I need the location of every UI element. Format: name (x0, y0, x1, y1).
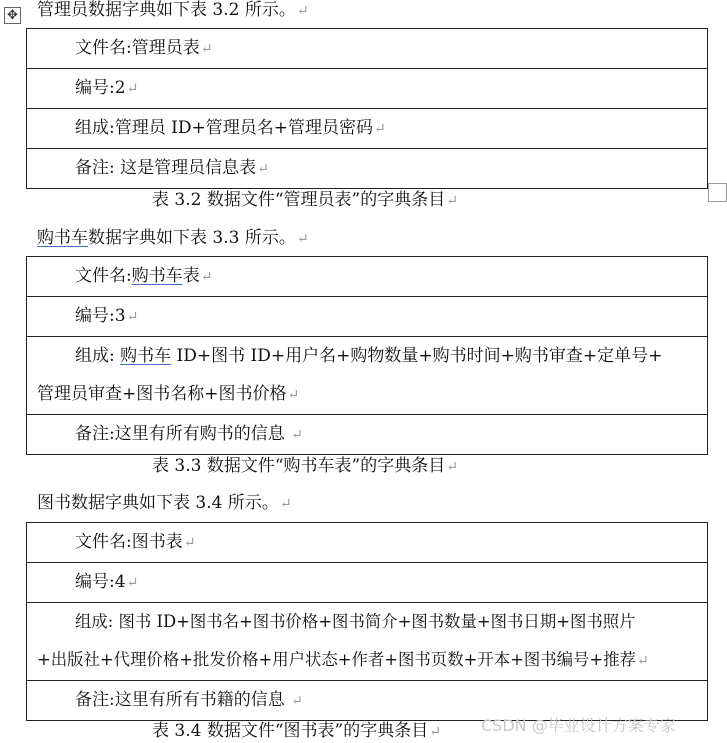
row-value: 表 (182, 266, 200, 286)
table-row (27, 603, 708, 681)
row-label: 编号: (75, 78, 115, 98)
paragraph-mark-icon: ↵ (291, 427, 303, 443)
paragraph-mark-icon: ↵ (287, 387, 300, 403)
row-label: 组成: (75, 612, 119, 631)
table-row (27, 523, 708, 563)
table-row (27, 415, 708, 455)
table-move-handle-icon[interactable]: ✥ (4, 7, 21, 24)
table-cell (27, 337, 708, 415)
caption-text: 表 3.3 数据文件“购书车表”的字典条目 (152, 456, 446, 476)
table-row (27, 337, 708, 415)
paragraph-mark-icon: ↵ (279, 496, 292, 512)
row-label: 文件名: (75, 38, 132, 58)
table-row (27, 563, 708, 603)
row-label: 编号: (75, 572, 115, 592)
table-resize-handle[interactable] (708, 183, 727, 202)
paragraph-mark-icon: ↵ (429, 724, 441, 740)
table-cell (27, 415, 708, 455)
table-row (27, 29, 708, 69)
row-label: 编号: (75, 306, 115, 326)
row-label: 组成: (75, 346, 121, 366)
table-cell (27, 109, 708, 149)
paragraph-mark-icon: ↵ (446, 193, 458, 209)
intro-text: 管理员数据字典如下表 3.2 所示。 (37, 0, 296, 20)
row-value: 这里有所有购书的信息 (114, 424, 291, 444)
row-label: 文件名: (75, 266, 132, 286)
row-value: 4 (114, 572, 126, 592)
row-value: 2 (114, 78, 126, 98)
table-row (27, 109, 708, 149)
row-value-line2: 管理员审查+图书名称+图书价格 (37, 384, 287, 404)
table-cell (27, 603, 708, 681)
admin-dictionary-table (26, 28, 708, 189)
table-cell (27, 257, 708, 297)
row-label: 备注: (75, 158, 115, 178)
row-label: 组成: (75, 118, 115, 138)
row-value: 3 (114, 306, 126, 326)
table-cell (27, 563, 708, 603)
row-value: 这是管理员信息表 (114, 158, 257, 178)
intro-paragraph-admin (37, 0, 309, 21)
cart-term: 购书车 (37, 228, 88, 248)
paragraph-mark-icon: ↵ (183, 535, 196, 551)
intro-text: 数据字典如下表 3.3 所示。 (88, 228, 296, 248)
intro-text: 图书数据字典如下表 3.4 所示。 (37, 493, 279, 513)
paragraph-mark-icon: ↵ (257, 161, 269, 177)
table-cell (27, 69, 708, 109)
cart-term: 购书车 (131, 266, 183, 286)
paragraph-mark-icon: ↵ (126, 81, 139, 97)
cart-term: 购书车 (120, 346, 172, 366)
table-caption-3-4 (152, 721, 441, 742)
caption-text: 表 3.2 数据文件“管理员表”的字典条目 (152, 190, 446, 210)
caption-text: 表 3.4 数据文件“图书表”的字典条目 (152, 721, 429, 741)
row-value: 管理员表 (131, 38, 200, 58)
paragraph-mark-icon: ↵ (291, 693, 303, 709)
table-caption-3-3 (152, 456, 458, 477)
table-cell (27, 523, 708, 563)
table-cell (27, 297, 708, 337)
row-value: 管理员 ID+管理员名+管理员密码 (114, 118, 373, 138)
row-value: 这里有所有书籍的信息 (114, 690, 291, 710)
csdn-watermark: CSDN @毕业设计方案专家 (481, 716, 676, 735)
row-value-line2: +出版社+代理价格+批发价格+用户状态+作者+图书页数+开本+图书编号+推荐 (37, 650, 636, 669)
table-cell (27, 29, 708, 69)
books-dictionary-table (26, 522, 708, 721)
paragraph-mark-icon: ↵ (373, 121, 386, 137)
paragraph-mark-icon: ↵ (446, 459, 458, 475)
row-label: 文件名: (75, 532, 132, 552)
paragraph-mark-icon: ↵ (126, 309, 139, 325)
table-caption-3-2 (152, 190, 458, 211)
paragraph-mark-icon: ↵ (200, 269, 213, 285)
intro-paragraph-cart (37, 228, 309, 249)
row-value-line1: ID+图书 ID+用户名+购物数量+购书时间+购书审查+定单号+ (171, 346, 663, 366)
table-row (27, 257, 708, 297)
paragraph-mark-icon: ↵ (636, 653, 649, 669)
paragraph-mark-icon: ↵ (200, 41, 213, 57)
intro-paragraph-books (37, 493, 292, 514)
table-row (27, 149, 708, 189)
table-row (27, 69, 708, 109)
paragraph-mark-icon: ↵ (296, 231, 309, 247)
row-label: 备注: (75, 424, 115, 444)
row-value-line1: 图书 ID+图书名+图书价格+图书简介+图书数量+图书日期+图书照片 (118, 612, 636, 631)
table-cell (27, 149, 708, 189)
table-row (27, 297, 708, 337)
paragraph-mark-icon: ↵ (296, 3, 309, 19)
row-label: 备注: (75, 690, 115, 710)
row-value: 图书表 (131, 532, 183, 552)
paragraph-mark-icon: ↵ (126, 575, 139, 591)
cart-dictionary-table (26, 256, 708, 455)
